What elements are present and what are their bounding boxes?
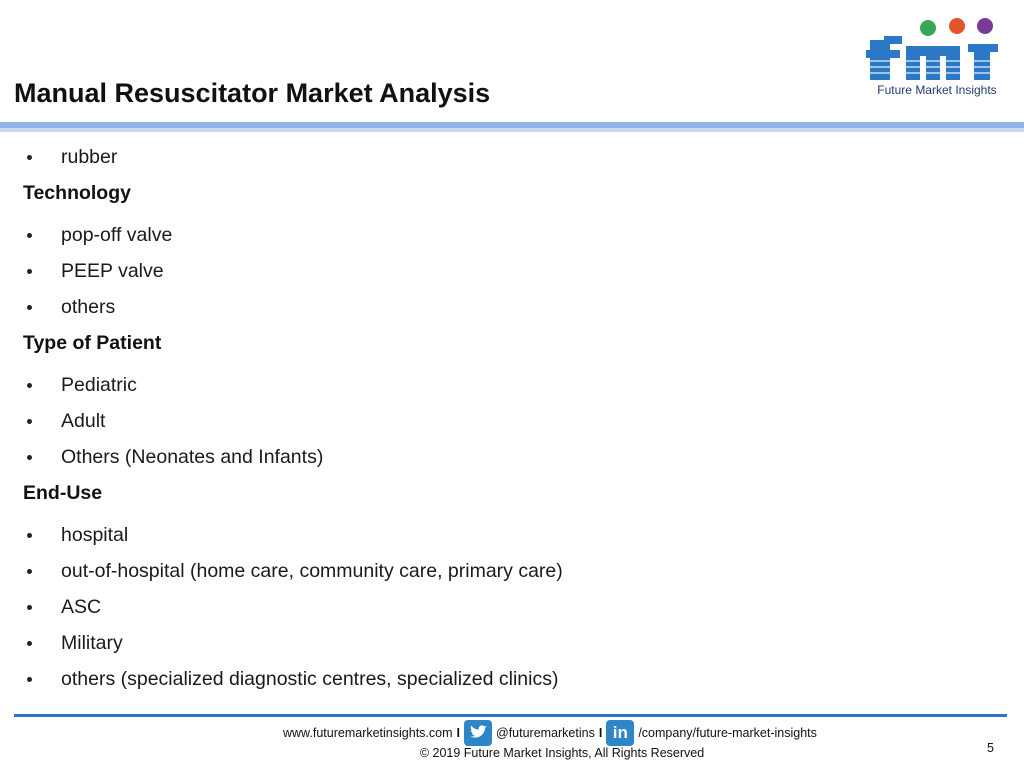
- linkedin-path-link[interactable]: /company/future-market-insights: [638, 726, 817, 740]
- segment-list: [23, 142, 1003, 700]
- list-item: others (specialized diagnostic centres, specialized clinics): [23, 664, 1003, 700]
- logo-tagline: Future Market Insights: [877, 83, 997, 97]
- twitter-bird-icon[interactable]: [464, 720, 492, 746]
- twitter-handle-link[interactable]: @futuremarketins: [496, 726, 595, 740]
- website-link[interactable]: www.futuremarketinsights.com: [283, 726, 453, 740]
- list-item: Others (Neonates and Infants): [23, 442, 1003, 478]
- section-heading-type-of-patient: Type of Patient: [23, 332, 162, 354]
- linkedin-icon[interactable]: in: [606, 720, 634, 746]
- bullet-icon: [27, 455, 32, 460]
- list-item: Military: [23, 628, 1003, 664]
- bullet-icon: [27, 305, 32, 310]
- bullet-icon: [27, 269, 32, 274]
- list-item: Pediatric: [23, 370, 1003, 406]
- bullet-icon: [27, 605, 32, 610]
- copyright-text: © 2019 Future Market Insights, All Rights Reserved: [419, 746, 705, 760]
- page-number: 5: [987, 741, 994, 755]
- bullet-icon: [27, 155, 32, 160]
- section-heading-end-use: End-Use: [23, 482, 103, 504]
- section-heading-technology: Technology: [23, 182, 131, 204]
- list-item: out-of-hospital (home care, community care, primary care): [23, 556, 1003, 592]
- list-item: ASC: [23, 592, 1003, 628]
- list-item: rubber: [23, 142, 1003, 178]
- footer-separator: I: [456, 726, 460, 740]
- bullet-icon: [27, 233, 32, 238]
- list-item: PEEP valve: [23, 256, 1003, 292]
- bullet-icon: [27, 419, 32, 424]
- bullet-icon: [27, 533, 32, 538]
- list-item: pop-off valve: [23, 220, 1003, 256]
- list-item: others: [23, 292, 1003, 328]
- list-item: Adult: [23, 406, 1003, 442]
- bullet-icon: [27, 641, 32, 646]
- page-title: Manual Resuscitator Market Analysis: [14, 78, 491, 108]
- footer-links: [283, 722, 817, 744]
- header-divider-shadow: [0, 128, 1024, 132]
- bullet-icon: [27, 383, 32, 388]
- bullet-icon: [27, 569, 32, 574]
- footer-separator: I: [598, 726, 603, 740]
- footer-divider: [14, 714, 1007, 717]
- list-item: hospital: [23, 520, 1003, 556]
- bullet-icon: [27, 677, 32, 682]
